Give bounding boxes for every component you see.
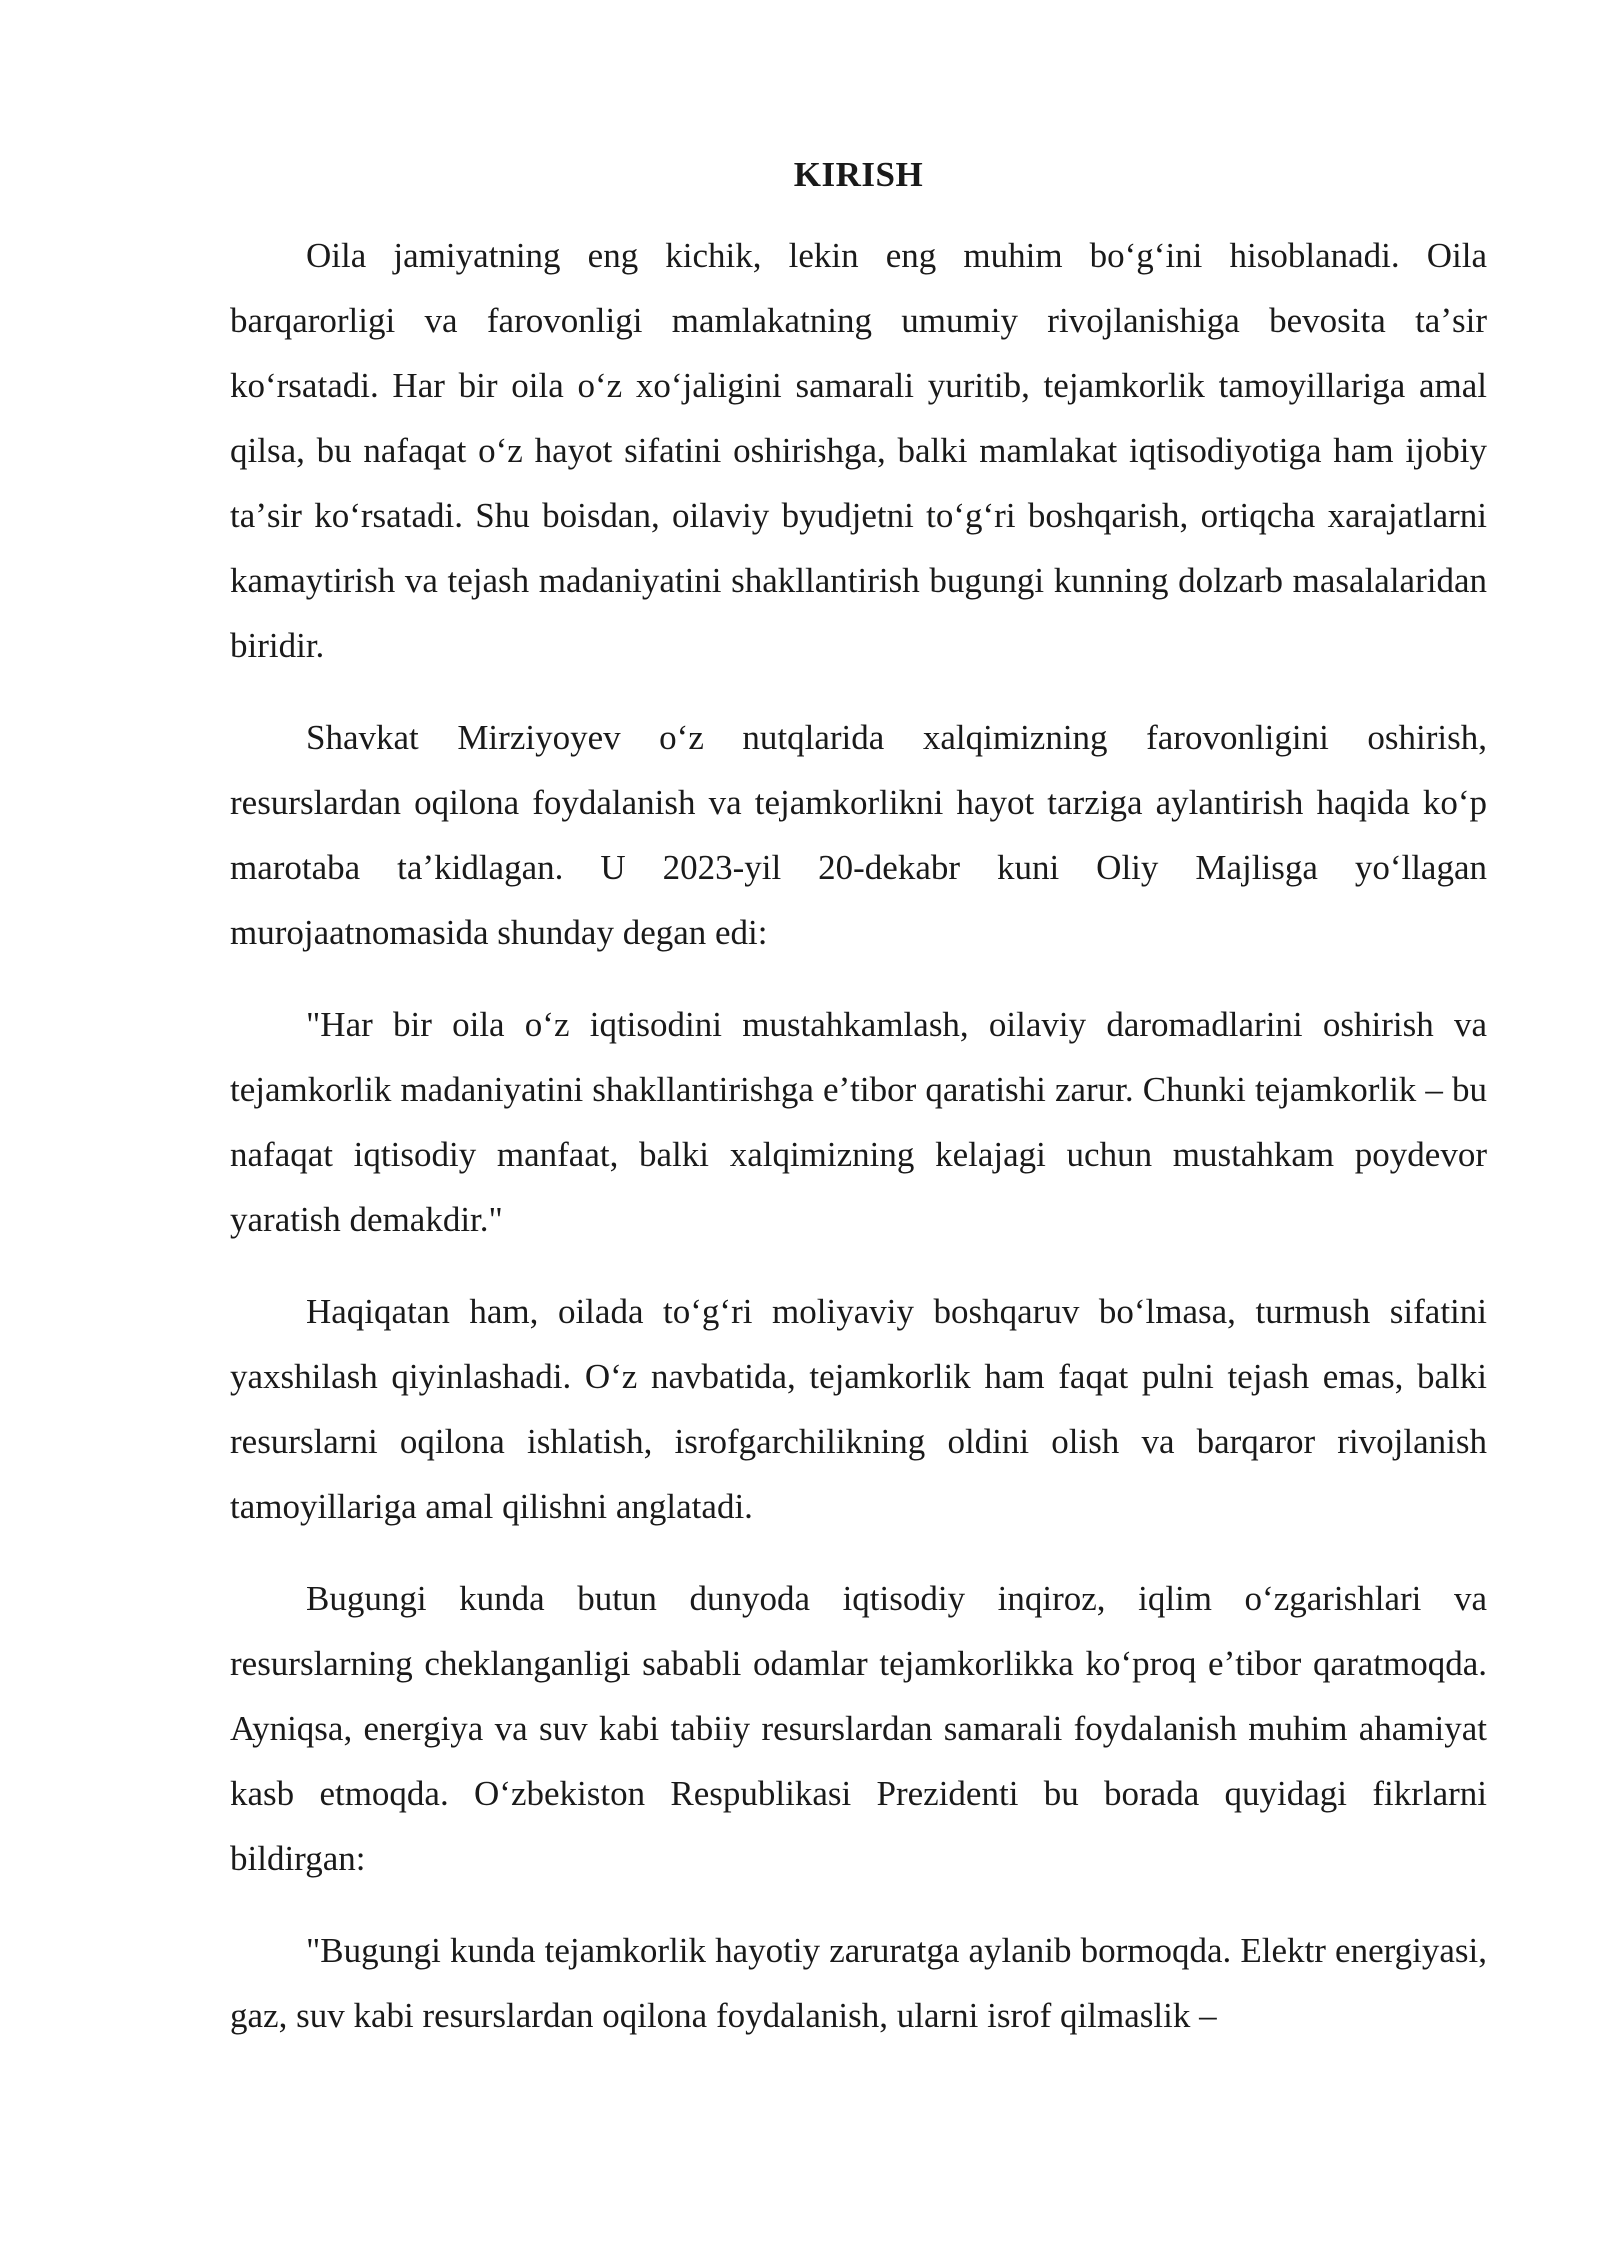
document-page xyxy=(230,150,1487,2075)
paragraph-global-crisis: Bugungi kunda butun dunyoda iqtisodiy inqiroz, iqlim oʻzgarishlari va resurslarning cheklanganligi sababli odamlar tejamkorlikka koʻproq eʼtibor qaratmoqda. Ayniqsa, energiya va suv kabi tabiiy resurslardan samarali foydalanish muhim ahamiyat kasb etmoqda. Oʻzbekiston Respublikasi Prezidenti bu borada quyidagi fikrlarni bildirgan: xyxy=(230,1579,1487,1878)
quote-resources: "Bugungi kunda tejamkorlik hayotiy zaruratga aylanib bormoqda. Elektr energiyasi, gaz, suv kabi resurslardan oqilona foydalanish, ularni isrof qilmaslik – xyxy=(230,1931,1487,2035)
paragraph-financial-management: Haqiqatan ham, oilada toʻgʻri moliyaviy boshqaruv boʻlmasa, turmush sifatini yaxshilash qiyinlashadi. Oʻz navbatida, tejamkorlik ham faqat pulni tejash emas, balki resurslarni oqilona ishlatish, isrofgarchilikning oldini olish va barqaror rivojlanish tamoyillariga amal qilishni anglatadi. xyxy=(230,1292,1487,1526)
quote-family-economy: "Har bir oila oʻz iqtisodini mustahkamlash, oilaviy daromadlarini oshirish va tejamkorlik madaniyatini shakllantirishga eʼtibor qaratishi zarur. Chunki tejamkorlik – bu nafaqat iqtisodiy manfaat, balki xalqimizning kelajagi uchun mustahkam poydevor yaratish demakdir." xyxy=(230,1005,1487,1239)
document-title: KIRISH xyxy=(793,155,924,194)
paragraph-mirziyoyev: Shavkat Mirziyoyev oʻz nutqlarida xalqimizning farovonligini oshirish, resurslardan oqilona foydalanish va tejamkorlikni hayot tarziga aylantirish haqida koʻp marotaba taʼkidlagan. U 2023-yil 20-dekabr kuni Oliy Majlisga yoʻllagan murojaatnomasida shunday degan edi: xyxy=(230,718,1487,952)
paragraph-intro: Oila jamiyatning eng kichik, lekin eng muhim boʻgʻini hisoblanadi. Oila barqarorligi va farovonligi mamlakatning umumiy rivojlanishiga bevosita taʼsir koʻrsatadi. Har bir oila oʻz xoʻjaligini samarali yuritib, tejamkorlik tamoyillariga amal qilsa, bu nafaqat oʻz hayot sifatini oshirishga, balki mamlakat iqtisodiyotiga ham ijobiy taʼsir koʻrsatadi. Shu boisdan, oilaviy byudjetni toʻgʻri boshqarish, ortiqcha xarajatlarni kamaytirish va tejash madaniyatini shakllantirish bugungi kunning dolzarb masalalaridan biridir. xyxy=(230,236,1487,665)
